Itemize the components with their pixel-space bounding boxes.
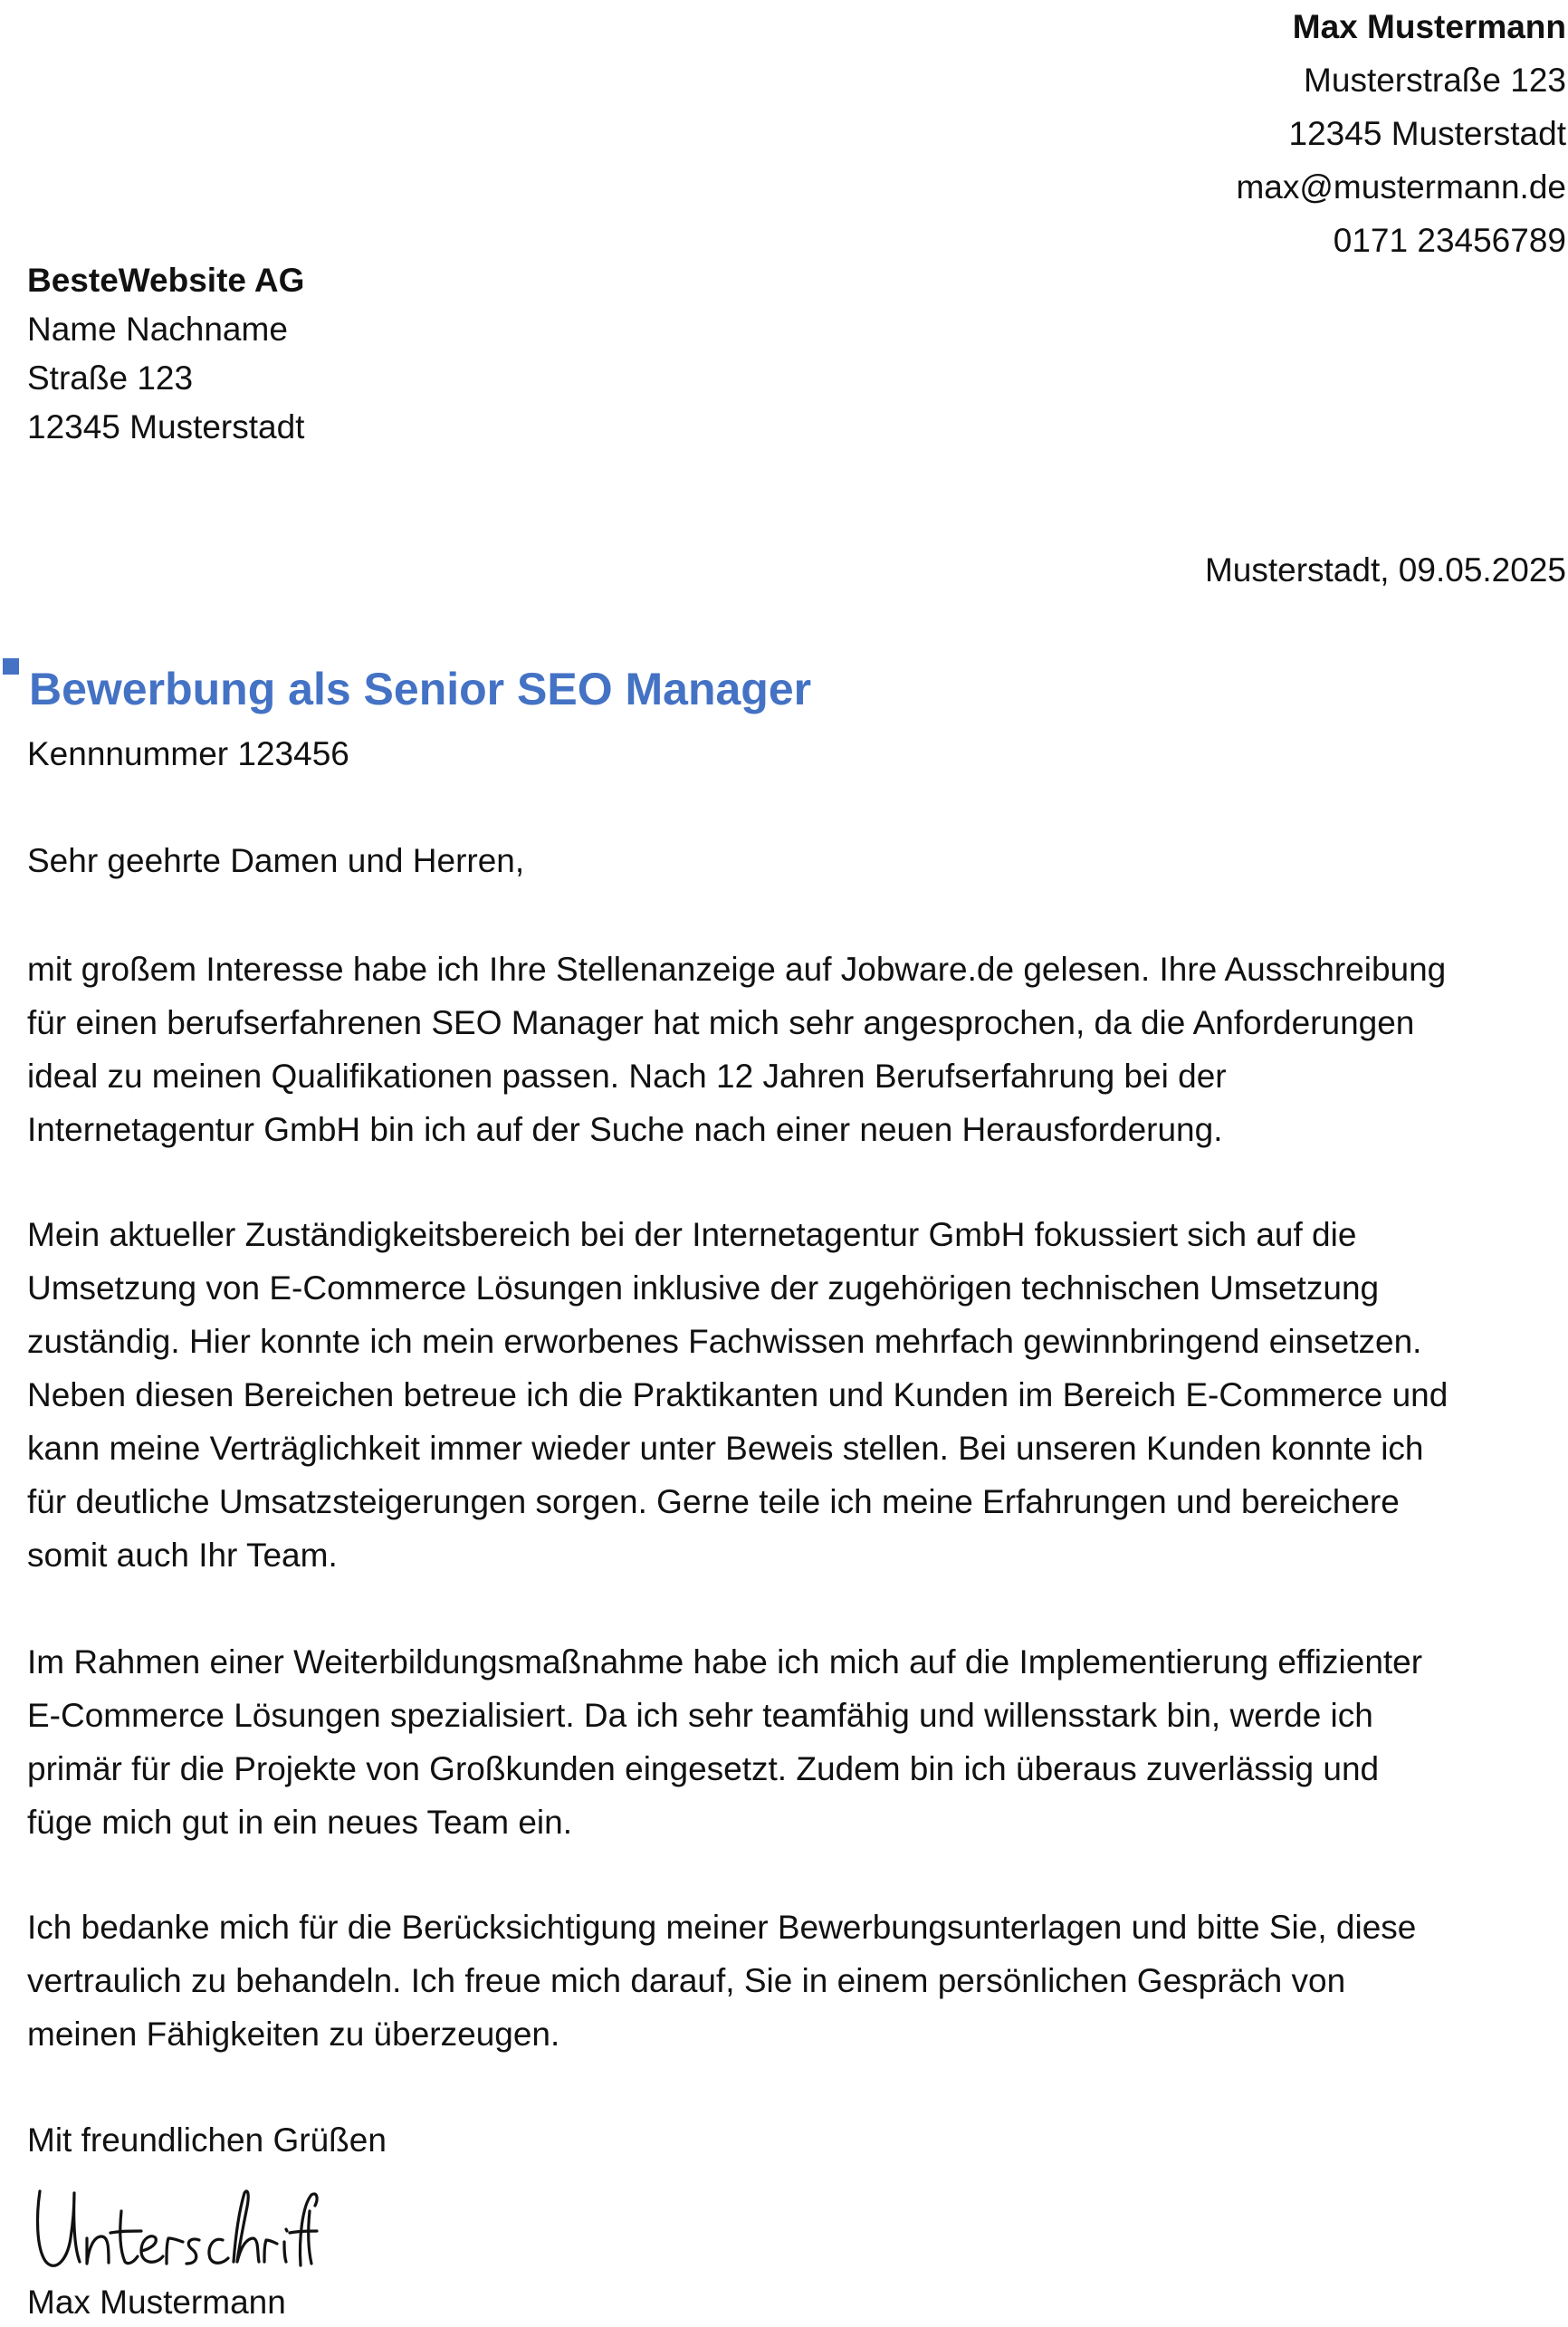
paragraph-line: somit auch Ihr Team.: [27, 1537, 338, 1574]
paragraph-line: kann meine Verträglichkeit immer wieder unter Beweis stellen. Bei unseren Kunden konnte ich: [27, 1430, 1424, 1467]
body-paragraph-3: [27, 1635, 1566, 1849]
paragraph-line: Im Rahmen einer Weiterbildungsmaßnahme habe ich mich auf die Implementierung effizienter: [27, 1643, 1423, 1681]
anchor-marker-icon: [3, 658, 19, 675]
recipient-street: Straße 123: [27, 359, 194, 397]
signer-name: Max Mustermann: [27, 2284, 286, 2321]
paragraph-line: primär für die Projekte von Großkunden eingesetzt. Zudem bin ich überaus zuverlässig und: [27, 1750, 1380, 1787]
recipient-address-block: [27, 256, 842, 452]
paragraph-line: mit großem Interesse habe ich Ihre Stellenanzeige auf Jobware.de gelesen. Ihre Ausschreibung: [27, 951, 1447, 988]
sender-address-block: [842, 0, 1566, 267]
handwritten-signature: [31, 2175, 320, 2274]
paragraph-line: für einen berufserfahrenen SEO Manager hat mich sehr angesprochen, da die Anforderungen: [27, 1004, 1415, 1041]
recipient-contact: Name Nachname: [27, 311, 288, 348]
body-paragraph-1: [27, 943, 1566, 1156]
paragraph-line: zuständig. Hier konnte ich mein erworbenes Fachwissen mehrfach gewinnbringend einsetzen.: [27, 1323, 1422, 1360]
sender-street: Musterstraße 123: [1304, 62, 1566, 99]
sender-name: Max Mustermann: [1292, 8, 1566, 45]
reference-number: Kennnummer 123456: [27, 735, 349, 772]
paragraph-line: Neben diesen Bereichen betreue ich die Praktikanten und Kunden im Bereich E-Commerce und: [27, 1376, 1448, 1413]
salutation: Sehr geehrte Damen und Herren,: [27, 842, 525, 879]
paragraph-line: Umsetzung von E-Commerce Lösungen inklusive der zugehörigen technischen Umsetzung: [27, 1269, 1380, 1307]
letter-date: Musterstadt, 09.05.2025: [1204, 551, 1566, 589]
sender-city: 12345 Musterstadt: [1288, 115, 1566, 152]
body-paragraph-2: [27, 1208, 1566, 1582]
recipient-city: 12345 Musterstadt: [27, 408, 305, 445]
paragraph-line: füge mich gut in ein neues Team ein.: [27, 1804, 572, 1841]
sender-email: max@mustermann.de: [1236, 168, 1566, 206]
recipient-company: BesteWebsite AG: [27, 262, 305, 299]
paragraph-line: Internetagentur GmbH bin ich auf der Suche nach einer neuen Herausforderung.: [27, 1111, 1223, 1148]
paragraph-line: meinen Fähigkeiten zu überzeugen.: [27, 2016, 560, 2053]
body-paragraph-4: [27, 1901, 1566, 2061]
paragraph-line: Ich bedanke mich für die Berücksichtigung meiner Bewerbungsunterlagen und bitte Sie, diese: [27, 1909, 1417, 1946]
closing-phrase: Mit freundlichen Grüßen: [27, 2121, 387, 2159]
paragraph-line: ideal zu meinen Qualifikationen passen. Nach 12 Jahren Berufserfahrung bei der: [27, 1058, 1227, 1095]
subject-heading: Bewerbung als Senior SEO Manager: [29, 664, 812, 714]
sender-phone: 0171 23456789: [1333, 222, 1566, 259]
paragraph-line: vertraulich zu behandeln. Ich freue mich darauf, Sie in einem persönlichen Gespräch von: [27, 1962, 1346, 1999]
paragraph-line: für deutliche Umsatzsteigerungen sorgen. Gerne teile ich meine Erfahrungen und bereichere: [27, 1483, 1400, 1520]
paragraph-line: Mein aktueller Zuständigkeitsbereich bei der Internetagentur GmbH fokussiert sich auf die: [27, 1216, 1357, 1253]
paragraph-line: E-Commerce Lösungen spezialisiert. Da ich sehr teamfähig und willensstark bin, werde ich: [27, 1697, 1373, 1734]
